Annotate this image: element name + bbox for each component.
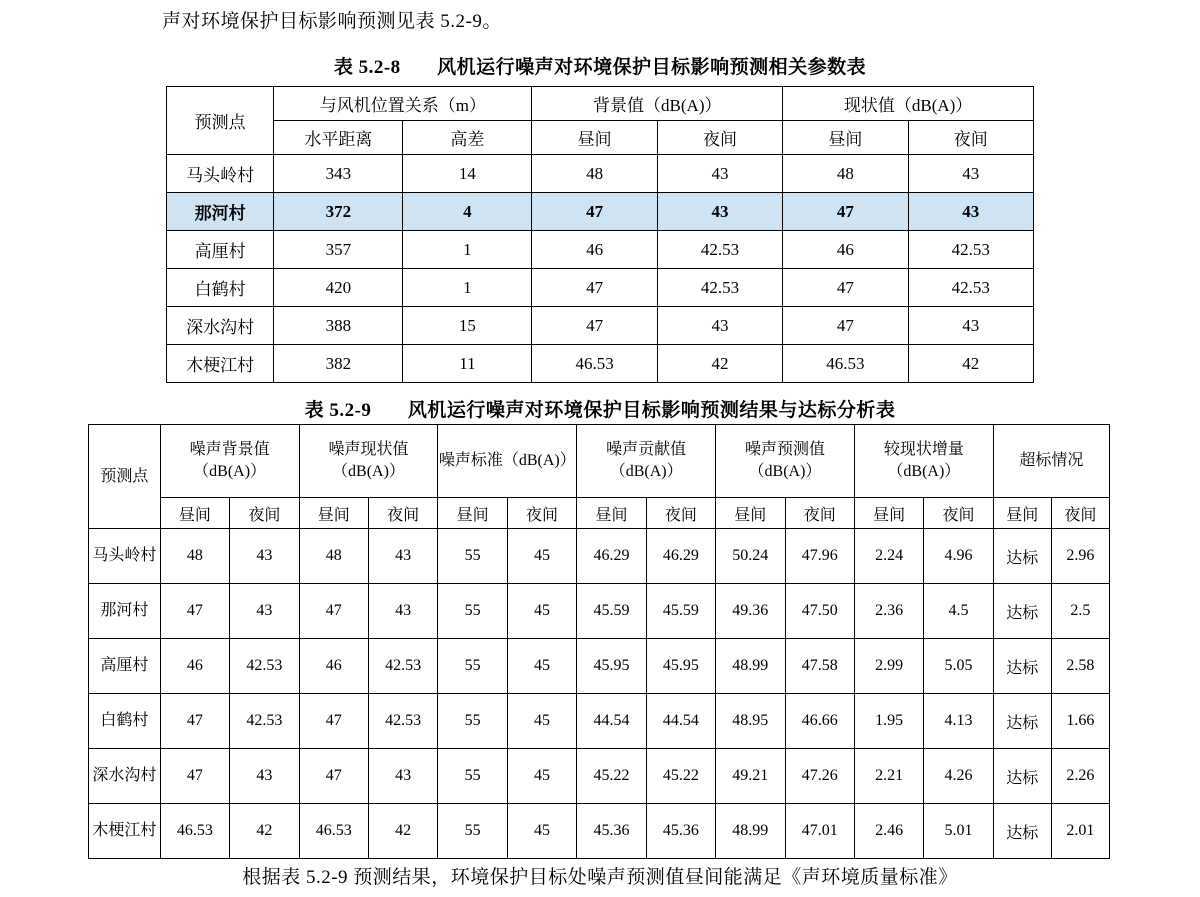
header-cur-night: 夜间 <box>368 498 437 529</box>
header-bg-day: 昼间 <box>160 498 229 529</box>
table-528-caption-title: 风机运行噪声对环境保护目标影响预测相关参数表 <box>437 57 867 78</box>
header-noise-contribution: 噪声贡献值（dB(A)） <box>577 425 716 498</box>
cell-std-day: 55 <box>438 529 507 584</box>
cell-bg-night: 43 <box>230 584 299 639</box>
cell-pre-day: 48.99 <box>716 804 785 859</box>
cell-point: 高厘村 <box>89 639 161 694</box>
header-noise-standard: 噪声标准（dB(A)） <box>438 425 577 498</box>
cell-inc-day: 2.99 <box>854 639 923 694</box>
cell-point: 那河村 <box>89 584 161 639</box>
cell-inc-night: 4.5 <box>924 584 993 639</box>
table-528-caption <box>0 52 1200 79</box>
cell-bg-day: 48 <box>160 529 229 584</box>
cell-std-night: 45 <box>507 749 576 804</box>
header-ex-day: 昼间 <box>993 498 1051 529</box>
cell-std-day: 55 <box>438 639 507 694</box>
cell-pre-night: 47.26 <box>785 749 854 804</box>
header-std-night: 夜间 <box>507 498 576 529</box>
cell-cur-night: 43 <box>368 529 437 584</box>
cell-cur-night: 42.53 <box>908 231 1033 269</box>
header-cur-day: 昼间 <box>299 498 368 529</box>
header-point: 预测点 <box>167 87 274 155</box>
cell-con-night: 45.95 <box>646 639 715 694</box>
cell-pre-day: 49.36 <box>716 584 785 639</box>
cell-cur-day: 47 <box>299 694 368 749</box>
cell-ex-night: 2.96 <box>1051 529 1109 584</box>
cell-bg-night: 42 <box>230 804 299 859</box>
cell-ex-day: 达标 <box>993 749 1051 804</box>
cell-std-night: 45 <box>507 529 576 584</box>
cell-inc-day: 2.36 <box>854 584 923 639</box>
cell-pre-day: 48.99 <box>716 639 785 694</box>
cell-ex-day: 达标 <box>993 639 1051 694</box>
cell-pre-night: 47.50 <box>785 584 854 639</box>
cell-cur-night: 42.53 <box>908 269 1033 307</box>
cell-point: 深水沟村 <box>167 307 274 345</box>
table-row <box>89 584 1110 639</box>
header-relation: 与风机位置关系（m） <box>274 87 532 121</box>
cell-height: 11 <box>403 345 532 383</box>
cell-bg-night: 42.53 <box>657 231 782 269</box>
cell-cur-day: 47 <box>299 749 368 804</box>
cell-bg-night: 43 <box>657 193 782 231</box>
cell-distance: 343 <box>274 155 403 193</box>
cell-bg-night: 43 <box>657 155 782 193</box>
cell-bg-night: 42.53 <box>230 639 299 694</box>
table-529-container <box>88 424 1110 859</box>
cell-std-night: 45 <box>507 804 576 859</box>
cell-pre-night: 47.96 <box>785 529 854 584</box>
header-horizontal-distance: 水平距离 <box>274 121 403 155</box>
table-528-container <box>166 86 1034 383</box>
cell-point: 高厘村 <box>167 231 274 269</box>
header-exceed: 超标情况 <box>993 425 1109 498</box>
table-row-highlighted <box>167 193 1034 231</box>
cell-cur-day: 46.53 <box>783 345 908 383</box>
header-con-night: 夜间 <box>646 498 715 529</box>
closing-paragraph: 根据表 5.2-9 预测结果，环境保护目标处噪声预测值昼间能满足《声环境质量标准》 <box>242 867 958 888</box>
cell-cur-day: 46 <box>783 231 908 269</box>
cell-bg-day: 47 <box>532 307 657 345</box>
cell-ex-day: 达标 <box>993 694 1051 749</box>
cell-bg-day: 46 <box>532 231 657 269</box>
cell-bg-night: 43 <box>230 749 299 804</box>
cell-ex-night: 2.26 <box>1051 749 1109 804</box>
cell-height: 15 <box>403 307 532 345</box>
cell-con-night: 44.54 <box>646 694 715 749</box>
header-noise-increment: 较现状增量（dB(A)） <box>854 425 993 498</box>
cell-con-day: 45.95 <box>577 639 646 694</box>
cell-distance: 357 <box>274 231 403 269</box>
cell-point: 马头岭村 <box>89 529 161 584</box>
cell-bg-day: 48 <box>532 155 657 193</box>
cell-cur-night: 42 <box>908 345 1033 383</box>
cell-std-night: 45 <box>507 584 576 639</box>
cell-con-day: 45.59 <box>577 584 646 639</box>
header-current: 现状值（dB(A)） <box>783 87 1034 121</box>
table-row <box>89 529 1110 584</box>
table-row <box>89 639 1110 694</box>
intro-paragraph: 声对环境保护目标影响预测见表 5.2-9。 <box>162 11 502 32</box>
cell-inc-day: 2.21 <box>854 749 923 804</box>
table-528-header-row-1 <box>167 87 1034 121</box>
header-pre-night: 夜间 <box>785 498 854 529</box>
table-529-header-row-1 <box>89 425 1110 498</box>
table-row <box>167 269 1034 307</box>
header-point: 预测点 <box>89 425 161 529</box>
header-cur-night: 夜间 <box>908 121 1033 155</box>
cell-con-night: 45.59 <box>646 584 715 639</box>
cell-std-night: 45 <box>507 694 576 749</box>
cell-cur-night: 42.53 <box>368 694 437 749</box>
table-row <box>89 804 1110 859</box>
cell-cur-night: 43 <box>908 307 1033 345</box>
cell-distance: 420 <box>274 269 403 307</box>
cell-inc-night: 4.26 <box>924 749 993 804</box>
cell-con-night: 46.29 <box>646 529 715 584</box>
table-529-caption-number: 表 5.2-9 <box>304 400 372 421</box>
header-background: 背景值（dB(A)） <box>532 87 783 121</box>
cell-distance: 388 <box>274 307 403 345</box>
cell-con-night: 45.22 <box>646 749 715 804</box>
cell-inc-day: 2.24 <box>854 529 923 584</box>
cell-distance: 372 <box>274 193 403 231</box>
cell-ex-day: 达标 <box>993 529 1051 584</box>
cell-con-day: 46.29 <box>577 529 646 584</box>
header-con-day: 昼间 <box>577 498 646 529</box>
cell-bg-day: 47 <box>160 584 229 639</box>
cell-inc-night: 4.13 <box>924 694 993 749</box>
header-inc-day: 昼间 <box>854 498 923 529</box>
cell-ex-night: 2.58 <box>1051 639 1109 694</box>
cell-bg-day: 46.53 <box>160 804 229 859</box>
cell-cur-day: 48 <box>783 155 908 193</box>
cell-pre-day: 49.21 <box>716 749 785 804</box>
cell-cur-day: 46 <box>299 639 368 694</box>
cell-inc-night: 5.01 <box>924 804 993 859</box>
cell-height: 1 <box>403 231 532 269</box>
table-529 <box>88 424 1110 859</box>
header-height-diff: 高差 <box>403 121 532 155</box>
cell-inc-night: 5.05 <box>924 639 993 694</box>
table-528-header-row-2 <box>167 121 1034 155</box>
cell-cur-night: 43 <box>368 584 437 639</box>
cell-std-night: 45 <box>507 639 576 694</box>
cell-bg-night: 43 <box>230 529 299 584</box>
cell-cur-night: 43 <box>908 155 1033 193</box>
table-row <box>167 231 1034 269</box>
cell-bg-night: 42.53 <box>657 269 782 307</box>
cell-cur-night: 43 <box>908 193 1033 231</box>
cell-ex-day: 达标 <box>993 804 1051 859</box>
cell-pre-night: 47.58 <box>785 639 854 694</box>
cell-con-night: 45.36 <box>646 804 715 859</box>
table-528-caption-number: 表 5.2-8 <box>333 57 401 78</box>
cell-con-day: 45.36 <box>577 804 646 859</box>
header-bg-day: 昼间 <box>532 121 657 155</box>
cell-std-day: 55 <box>438 694 507 749</box>
cell-point: 木梗江村 <box>89 804 161 859</box>
cell-point: 那河村 <box>167 193 274 231</box>
header-inc-night: 夜间 <box>924 498 993 529</box>
table-row <box>167 345 1034 383</box>
cell-cur-night: 43 <box>368 749 437 804</box>
cell-ex-night: 2.5 <box>1051 584 1109 639</box>
cell-cur-day: 47 <box>783 307 908 345</box>
header-cur-day: 昼间 <box>783 121 908 155</box>
cell-bg-day: 47 <box>160 749 229 804</box>
table-row <box>167 155 1034 193</box>
header-pre-day: 昼间 <box>716 498 785 529</box>
header-std-day: 昼间 <box>438 498 507 529</box>
cell-distance: 382 <box>274 345 403 383</box>
table-row <box>89 749 1110 804</box>
table-528 <box>166 86 1034 383</box>
cell-pre-night: 47.01 <box>785 804 854 859</box>
table-row <box>167 307 1034 345</box>
cell-con-day: 45.22 <box>577 749 646 804</box>
header-noise-background: 噪声背景值（dB(A)） <box>160 425 299 498</box>
cell-height: 1 <box>403 269 532 307</box>
cell-std-day: 55 <box>438 749 507 804</box>
table-529-caption <box>0 395 1200 422</box>
cell-pre-night: 46.66 <box>785 694 854 749</box>
cell-point: 白鹤村 <box>89 694 161 749</box>
cell-ex-night: 1.66 <box>1051 694 1109 749</box>
cell-pre-day: 50.24 <box>716 529 785 584</box>
cell-bg-day: 46 <box>160 639 229 694</box>
cell-bg-day: 46.53 <box>532 345 657 383</box>
cell-cur-day: 46.53 <box>299 804 368 859</box>
cell-point: 深水沟村 <box>89 749 161 804</box>
cell-cur-day: 47 <box>299 584 368 639</box>
cell-bg-day: 47 <box>160 694 229 749</box>
header-noise-predicted: 噪声预测值（dB(A)） <box>716 425 855 498</box>
cell-ex-day: 达标 <box>993 584 1051 639</box>
table-529-caption-title: 风机运行噪声对环境保护目标影响预测结果与达标分析表 <box>407 400 896 421</box>
cell-point: 白鹤村 <box>167 269 274 307</box>
cell-pre-day: 48.95 <box>716 694 785 749</box>
header-ex-night: 夜间 <box>1051 498 1109 529</box>
cell-bg-day: 47 <box>532 193 657 231</box>
cell-std-day: 55 <box>438 584 507 639</box>
table-529-header-row-2 <box>89 498 1110 529</box>
cell-std-day: 55 <box>438 804 507 859</box>
table-row <box>89 694 1110 749</box>
cell-bg-day: 47 <box>532 269 657 307</box>
cell-height: 4 <box>403 193 532 231</box>
cell-cur-day: 48 <box>299 529 368 584</box>
cell-ex-night: 2.01 <box>1051 804 1109 859</box>
cell-inc-night: 4.96 <box>924 529 993 584</box>
cell-cur-day: 47 <box>783 269 908 307</box>
header-bg-night: 夜间 <box>657 121 782 155</box>
cell-inc-day: 2.46 <box>854 804 923 859</box>
cell-bg-night: 43 <box>657 307 782 345</box>
header-noise-current: 噪声现状值（dB(A)） <box>299 425 438 498</box>
cell-cur-night: 42.53 <box>368 639 437 694</box>
cell-point: 马头岭村 <box>167 155 274 193</box>
cell-bg-night: 42.53 <box>230 694 299 749</box>
header-bg-night: 夜间 <box>230 498 299 529</box>
cell-inc-day: 1.95 <box>854 694 923 749</box>
cell-cur-night: 42 <box>368 804 437 859</box>
cell-point: 木梗江村 <box>167 345 274 383</box>
cell-bg-night: 42 <box>657 345 782 383</box>
cell-height: 14 <box>403 155 532 193</box>
cell-con-day: 44.54 <box>577 694 646 749</box>
cell-cur-day: 47 <box>783 193 908 231</box>
